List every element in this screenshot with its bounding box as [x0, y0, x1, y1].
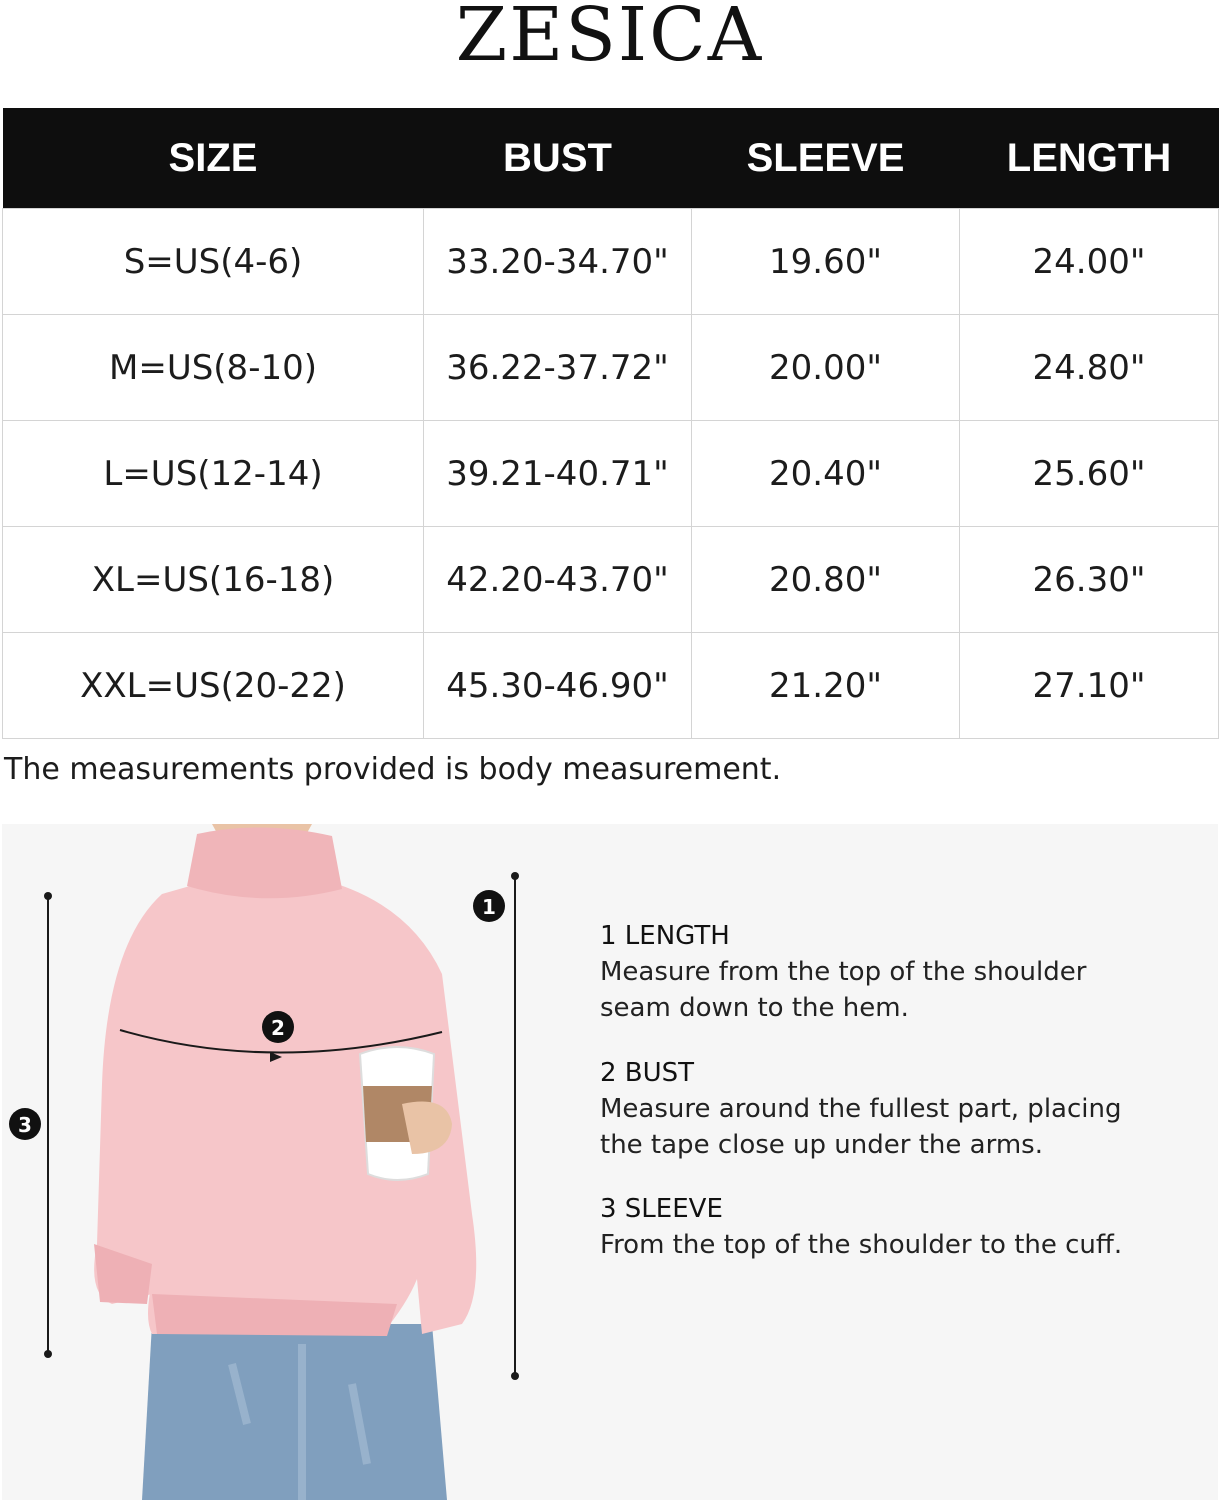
jeans — [142, 1324, 447, 1500]
cell-size: S=US(4-6) — [3, 209, 424, 315]
instruction-length — [600, 918, 1200, 1026]
header-bust: BUST — [424, 108, 692, 209]
table-row — [3, 315, 1219, 421]
marker-badge-3 — [9, 1108, 41, 1140]
instruction-bust-title: 2 BUST — [600, 1058, 695, 1088]
instruction-length-line1: Measure from the top of the shoulder — [600, 957, 1087, 987]
cell-size: M=US(8-10) — [3, 315, 424, 421]
cell-bust: 36.22-37.72" — [424, 315, 692, 421]
cell-size: XL=US(16-18) — [3, 527, 424, 633]
cell-sleeve: 20.80" — [692, 527, 960, 633]
instruction-sleeve-title: 3 SLEEVE — [600, 1194, 723, 1224]
cell-length: 26.30" — [960, 527, 1219, 633]
cell-sleeve: 20.40" — [692, 421, 960, 527]
instruction-length-line2: seam down to the hem. — [600, 993, 909, 1023]
length-line-end-dot — [511, 1372, 519, 1380]
marker-badge-1 — [473, 890, 505, 922]
header-length: LENGTH — [960, 108, 1219, 209]
cell-size: XXL=US(20-22) — [3, 633, 424, 739]
table-row — [3, 633, 1219, 739]
cell-size: L=US(12-14) — [3, 421, 424, 527]
table-row — [3, 421, 1219, 527]
sweater-illustration — [2, 824, 602, 1500]
cell-bust: 39.21-40.71" — [424, 421, 692, 527]
instruction-bust-line1: Measure around the fullest part, placing — [600, 1094, 1122, 1124]
cell-length: 24.00" — [960, 209, 1219, 315]
instruction-sleeve — [600, 1191, 1200, 1263]
size-chart-table — [2, 108, 1219, 739]
cell-sleeve: 19.60" — [692, 209, 960, 315]
table-row — [3, 209, 1219, 315]
marker-2-label: 2 — [271, 1016, 285, 1040]
sweater-collar — [187, 827, 342, 898]
cell-bust: 45.30-46.90" — [424, 633, 692, 739]
brand-logo: ZESICA — [455, 0, 764, 78]
header-size: SIZE — [3, 108, 424, 209]
instruction-bust-line2: the tape close up under the arms. — [600, 1130, 1043, 1160]
instruction-length-title: 1 LENGTH — [600, 921, 730, 951]
measurement-note: The measurements provided is body measurement. — [4, 752, 782, 787]
table-header-row — [3, 108, 1219, 209]
cell-sleeve: 21.20" — [692, 633, 960, 739]
table-row — [3, 527, 1219, 633]
cell-length: 25.60" — [960, 421, 1219, 527]
cell-length: 27.10" — [960, 633, 1219, 739]
sleeve-line-start-dot — [44, 892, 52, 900]
length-line-start-dot — [511, 872, 519, 880]
cell-length: 24.80" — [960, 315, 1219, 421]
cell-sleeve: 20.00" — [692, 315, 960, 421]
sleeve-line-end-dot — [44, 1350, 52, 1358]
marker-3-label: 3 — [18, 1113, 32, 1137]
marker-1-label: 1 — [482, 895, 496, 919]
marker-badge-2 — [262, 1011, 294, 1043]
instruction-bust — [600, 1055, 1200, 1163]
instruction-sleeve-line1: From the top of the shoulder to the cuff. — [600, 1230, 1123, 1260]
cell-bust: 33.20-34.70" — [424, 209, 692, 315]
measurement-guide — [2, 824, 1218, 1500]
cell-bust: 42.20-43.70" — [424, 527, 692, 633]
header-sleeve: SLEEVE — [692, 108, 960, 209]
